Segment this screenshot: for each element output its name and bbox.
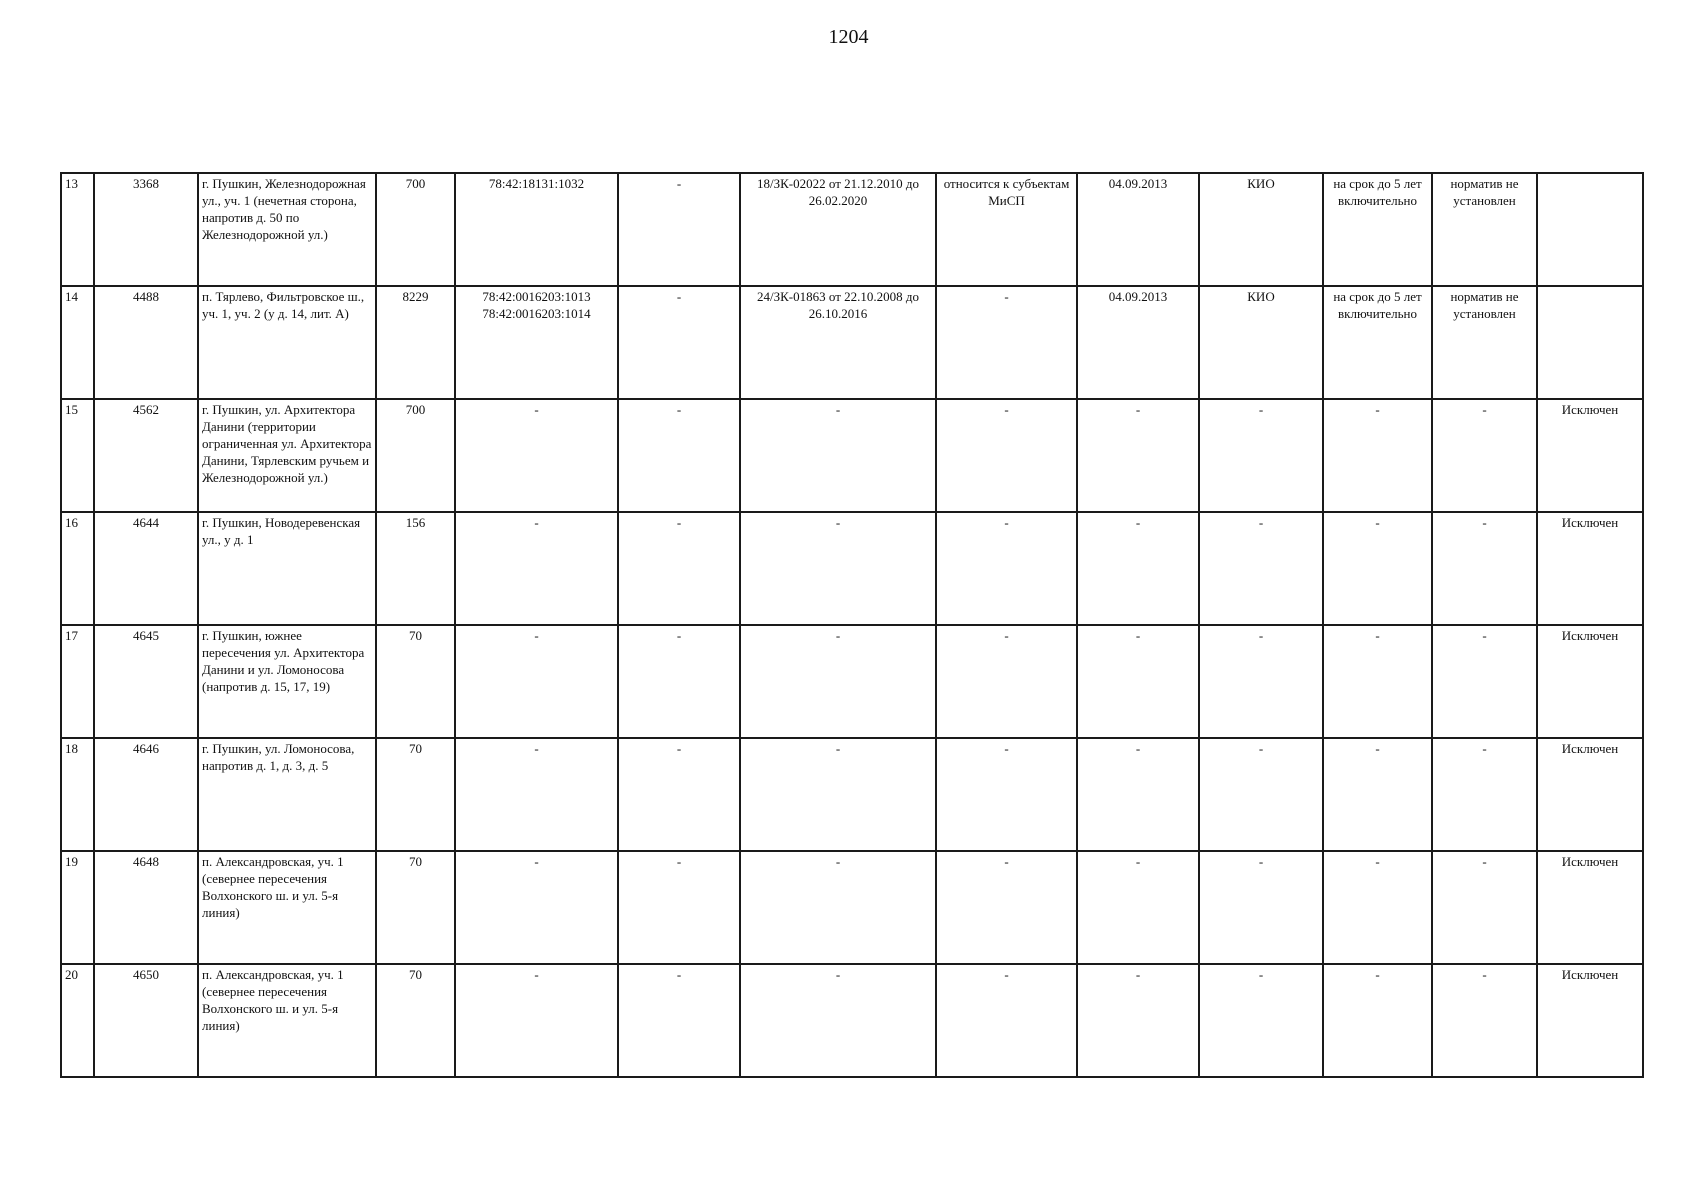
smsp-cell: - (936, 512, 1077, 625)
area-cell: 70 (376, 625, 455, 738)
address-cell: г. Пушкин, Железнодорожная ул., уч. 1 (нечетная сторона, напротив д. 50 по Железнодорожной ул.) (198, 173, 376, 286)
area-cell: 70 (376, 851, 455, 964)
date-cell: - (1077, 738, 1199, 851)
contract-cell: - (740, 964, 936, 1077)
term-cell: на срок до 5 лет включительно (1323, 286, 1432, 399)
area-cell: 70 (376, 738, 455, 851)
status-cell: Исключен (1537, 512, 1643, 625)
organization-cell: КИО (1199, 173, 1323, 286)
norm-cell: - (1432, 512, 1537, 625)
column-6-cell: - (618, 173, 740, 286)
status-cell: Исключен (1537, 625, 1643, 738)
contract-cell: - (740, 512, 936, 625)
cadastral-cell: - (455, 851, 618, 964)
contract-cell: - (740, 738, 936, 851)
term-cell: на срок до 5 лет включительно (1323, 173, 1432, 286)
area-cell: 70 (376, 964, 455, 1077)
smsp-cell: - (936, 738, 1077, 851)
term-cell: - (1323, 512, 1432, 625)
smsp-cell: - (936, 399, 1077, 512)
date-cell: - (1077, 964, 1199, 1077)
object-id: 4648 (94, 851, 198, 964)
smsp-cell: - (936, 625, 1077, 738)
norm-cell: - (1432, 851, 1537, 964)
status-cell: Исключен (1537, 964, 1643, 1077)
object-id: 4488 (94, 286, 198, 399)
norm-cell: - (1432, 738, 1537, 851)
term-cell: - (1323, 738, 1432, 851)
cadastral-cell: - (455, 399, 618, 512)
term-cell: - (1323, 625, 1432, 738)
table-row (61, 851, 1643, 964)
status-cell (1537, 173, 1643, 286)
column-6-cell: - (618, 625, 740, 738)
organization-cell: - (1199, 399, 1323, 512)
column-6-cell: - (618, 738, 740, 851)
object-id: 4650 (94, 964, 198, 1077)
date-cell: - (1077, 399, 1199, 512)
organization-cell: КИО (1199, 286, 1323, 399)
area-cell: 700 (376, 173, 455, 286)
row-number: 18 (61, 738, 94, 851)
column-6-cell: - (618, 851, 740, 964)
norm-cell: норматив не установлен (1432, 286, 1537, 399)
date-cell: - (1077, 512, 1199, 625)
norm-cell: норматив не установлен (1432, 173, 1537, 286)
norm-cell: - (1432, 964, 1537, 1077)
status-cell: Исключен (1537, 851, 1643, 964)
object-id: 4562 (94, 399, 198, 512)
smsp-cell: относится к субъектам МиСП (936, 173, 1077, 286)
table-row (61, 512, 1643, 625)
date-cell: - (1077, 851, 1199, 964)
address-cell: п. Александровская, уч. 1 (севернее пересечения Волхонского ш. и ул. 5-я линия) (198, 964, 376, 1077)
area-cell: 8229 (376, 286, 455, 399)
organization-cell: - (1199, 738, 1323, 851)
table-row (61, 399, 1643, 512)
object-id: 4646 (94, 738, 198, 851)
organization-cell: - (1199, 625, 1323, 738)
organization-cell: - (1199, 512, 1323, 625)
cadastral-cell: - (455, 964, 618, 1077)
contract-cell: 18/ЗК-02022 от 21.12.2010 до 26.02.2020 (740, 173, 936, 286)
object-id: 3368 (94, 173, 198, 286)
row-number: 13 (61, 173, 94, 286)
column-6-cell: - (618, 512, 740, 625)
contract-cell: - (740, 399, 936, 512)
address-cell: г. Пушкин, южнее пересечения ул. Архитектора Данини и ул. Ломоносова (напротив д. 15, 17, 19) (198, 625, 376, 738)
column-6-cell: - (618, 286, 740, 399)
area-cell: 700 (376, 399, 455, 512)
address-cell: п. Александровская, уч. 1 (севернее пересечения Волхонского ш. и ул. 5-я линия) (198, 851, 376, 964)
column-6-cell: - (618, 964, 740, 1077)
table-row (61, 964, 1643, 1077)
norm-cell: - (1432, 399, 1537, 512)
row-number: 14 (61, 286, 94, 399)
norm-cell: - (1432, 625, 1537, 738)
cadastral-cell: - (455, 625, 618, 738)
contract-cell: - (740, 851, 936, 964)
status-cell: Исключен (1537, 399, 1643, 512)
smsp-cell: - (936, 851, 1077, 964)
row-number: 19 (61, 851, 94, 964)
table-row (61, 173, 1643, 286)
page-number: 1204 (828, 26, 869, 48)
date-cell: - (1077, 625, 1199, 738)
row-number: 16 (61, 512, 94, 625)
cadastral-cell: - (455, 738, 618, 851)
area-cell: 156 (376, 512, 455, 625)
status-cell (1537, 286, 1643, 399)
row-number: 17 (61, 625, 94, 738)
contract-cell: 24/ЗК-01863 от 22.10.2008 до 26.10.2016 (740, 286, 936, 399)
smsp-cell: - (936, 964, 1077, 1077)
status-cell: Исключен (1537, 738, 1643, 851)
cadastral-cell: 78:42:18131:1032 (455, 173, 618, 286)
contract-cell: - (740, 625, 936, 738)
table-row (61, 286, 1643, 399)
table-row (61, 738, 1643, 851)
register-table (60, 172, 1644, 1078)
address-cell: п. Тярлево, Фильтровское ш., уч. 1, уч. 2 (у д. 14, лит. А) (198, 286, 376, 399)
term-cell: - (1323, 964, 1432, 1077)
object-id: 4644 (94, 512, 198, 625)
address-cell: г. Пушкин, ул. Ломоносова, напротив д. 1, д. 3, д. 5 (198, 738, 376, 851)
cadastral-cell: 78:42:0016203:1013 78:42:0016203:1014 (455, 286, 618, 399)
term-cell: - (1323, 851, 1432, 964)
object-id: 4645 (94, 625, 198, 738)
address-cell: г. Пушкин, Новодеревенская ул., у д. 1 (198, 512, 376, 625)
cadastral-cell: - (455, 512, 618, 625)
organization-cell: - (1199, 964, 1323, 1077)
row-number: 20 (61, 964, 94, 1077)
row-number: 15 (61, 399, 94, 512)
organization-cell: - (1199, 851, 1323, 964)
term-cell: - (1323, 399, 1432, 512)
column-6-cell: - (618, 399, 740, 512)
table-row (61, 625, 1643, 738)
address-cell: г. Пушкин, ул. Архитектора Данини (территории ограниченная ул. Архитектора Данини, Тярлевским ручьем и Железнодорожной ул.) (198, 399, 376, 512)
date-cell: 04.09.2013 (1077, 286, 1199, 399)
date-cell: 04.09.2013 (1077, 173, 1199, 286)
smsp-cell: - (936, 286, 1077, 399)
